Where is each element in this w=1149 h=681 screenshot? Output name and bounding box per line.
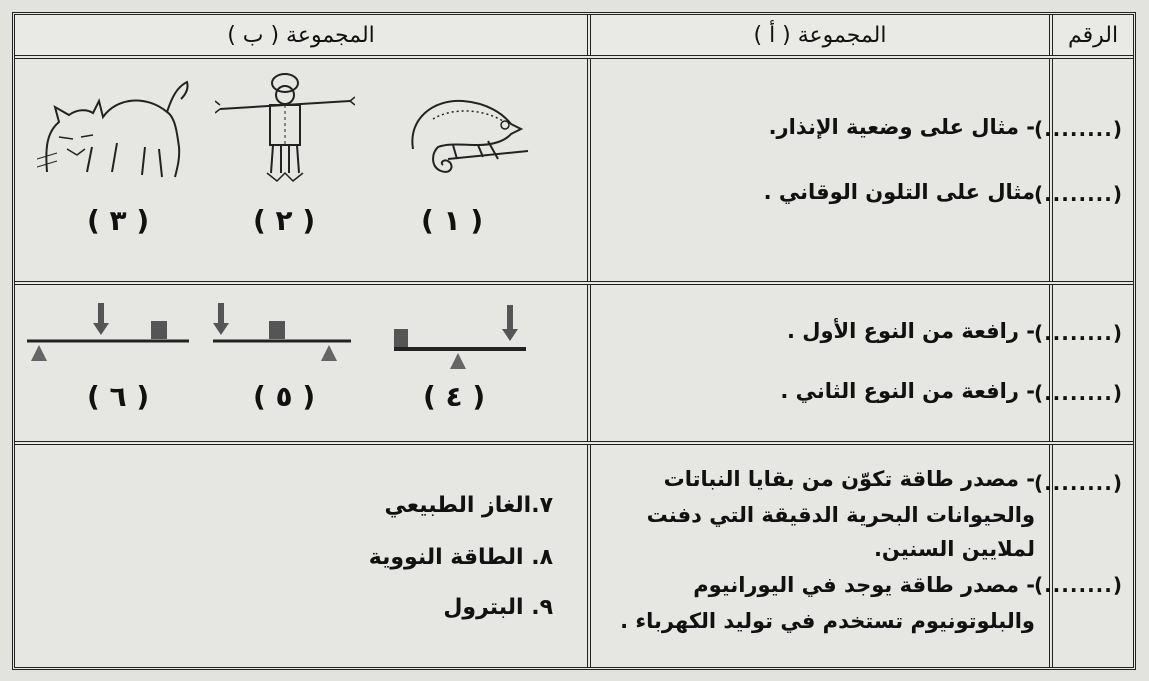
arched-cat-icon [37,77,197,187]
answer-cell [1033,59,1133,281]
option-label-3: ( ٣ ) [87,204,150,237]
answer-cell [1033,445,1133,667]
statement-nuclear-line-2: والبلوتونيوم تستخدم في توليد الكهرباء . [620,609,1035,633]
option-label-1: ( ١ ) [421,204,484,237]
group-a-cell [587,59,1049,281]
statement-nuclear-line-1: - مصدر طاقة يوجد في اليورانيوم [693,573,1035,597]
group-b-cell [15,285,587,441]
statement-second-class-lever: - رافعة من النوع الثاني . [780,379,1035,403]
chameleon-icon [393,79,533,189]
answer-blank-2[interactable]: (........) [1033,182,1123,206]
header-group-b: المجموعة ( ب ) [15,15,587,55]
group-a-cell [587,285,1049,441]
header-group-a: المجموعة ( أ ) [587,15,1049,55]
answer-blank-6[interactable]: (........) [1033,573,1123,597]
statement-warning-posture: - مثال على وضعية الإنذار. [768,115,1035,139]
option-8: ٨. الطاقة النووية [368,545,553,570]
matching-table [12,12,1136,670]
header-number: الرقم [1049,15,1133,55]
answer-blank-1[interactable]: (........) [1033,117,1123,141]
lever-5-icon [207,299,357,379]
group-a-cell [587,445,1049,667]
option-label-6: ( ٦ ) [87,380,150,413]
statement-fossil-line-1: - مصدر طاقة تكوّن من بقايا النباتات [663,467,1035,491]
table-row [15,445,1133,667]
scarecrow-icon [215,69,355,189]
table-row [15,285,1133,445]
answer-blank-4[interactable]: (........) [1033,381,1123,405]
option-7: ٧.الغاز الطبيعي [384,493,553,518]
statement-camouflage: مثال على التلون الوقاني . [763,180,1035,204]
option-label-4: ( ٤ ) [423,380,486,413]
lever-6-icon [23,299,193,379]
statement-fossil-line-3: لملايين السنين. [873,537,1035,561]
table-header [15,15,1133,59]
table-row [15,59,1133,285]
answer-blank-3[interactable]: (........) [1033,321,1123,345]
answer-blank-5[interactable]: (........) [1033,471,1123,495]
lever-4-icon [390,299,530,379]
group-b-cell [15,59,587,281]
statement-fossil-line-2: والحيوانات البحرية الدقيقة التي دفنت [646,503,1035,527]
option-label-5: ( ٥ ) [253,380,316,413]
statement-first-class-lever: - رافعة من النوع الأول . [786,319,1035,343]
option-label-2: ( ٢ ) [253,204,316,237]
group-b-cell [15,445,587,667]
option-9: ٩. البترول [443,595,553,620]
answer-cell [1033,285,1133,441]
